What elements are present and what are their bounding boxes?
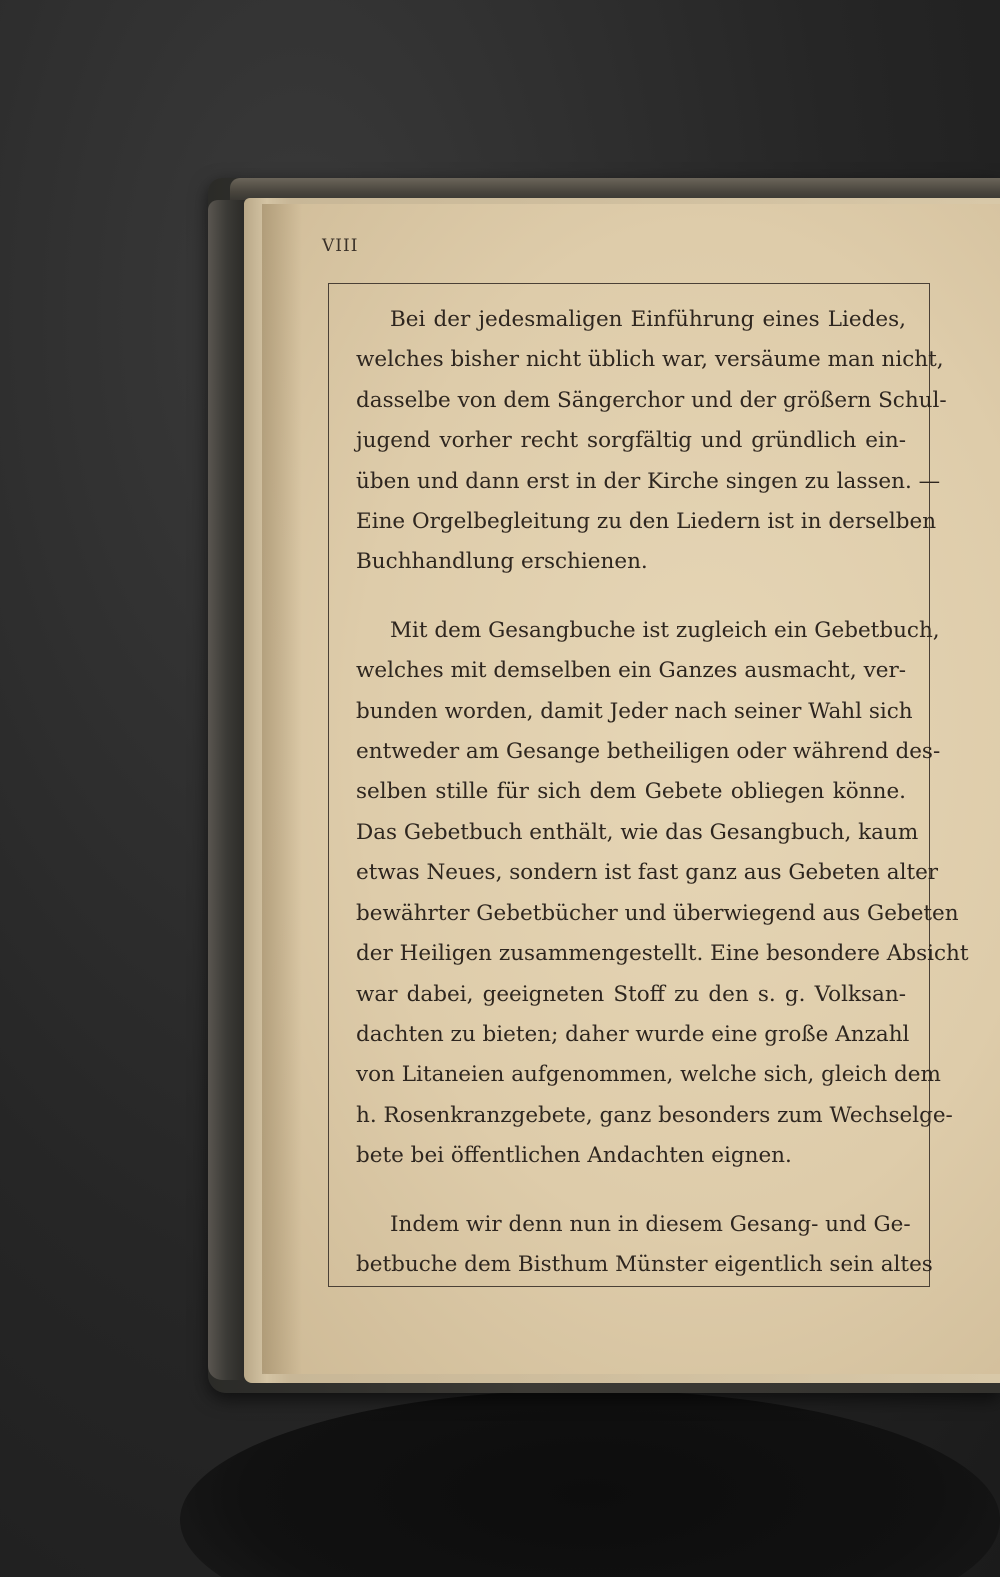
paragraph-3 bbox=[356, 1205, 933, 1286]
gutter-shade bbox=[262, 204, 302, 1374]
page-number: VIII bbox=[322, 236, 359, 256]
text-line: Mit dem Gesangbuche ist zugleich ein Gebetbuch, bbox=[390, 617, 940, 643]
page-text bbox=[356, 300, 969, 1285]
paragraph-1 bbox=[356, 300, 947, 583]
text-line: entweder am Gesange betheiligen oder während des- bbox=[356, 739, 941, 765]
text-line: betbuche dem Bisthum Münster eigentlich sein altes bbox=[356, 1251, 933, 1277]
text-line: welches bisher nicht üblich war, versäume man nicht, bbox=[356, 347, 944, 373]
cover-top-edge bbox=[230, 178, 1000, 200]
text-line: Buchhandlung erschienen. bbox=[356, 549, 648, 575]
text-line: bunden worden, damit Jeder nach seiner Wahl sich bbox=[356, 698, 913, 724]
text-line: der Heiligen zusammengestellt. Eine besondere Absicht bbox=[356, 941, 969, 967]
text-line: Indem wir denn nun in diesem Gesang- und Ge- bbox=[390, 1211, 911, 1237]
text-line: war dabei, geeigneten Stoff zu den s. g. Volksan- bbox=[356, 981, 906, 1007]
text-line: Bei der jedesmaligen Einführung eines Liedes, bbox=[390, 307, 906, 332]
cover-spine-edge bbox=[208, 200, 246, 1380]
text-line: dasselbe von dem Sängerchor und der größern Schul- bbox=[356, 387, 947, 413]
text-line: welches mit demselben ein Ganzes ausmacht, ver- bbox=[356, 658, 906, 684]
text-line: h. Rosenkranzgebete, ganz besonders zum Wechselge- bbox=[356, 1102, 953, 1128]
text-line: von Litaneien aufgenommen, welche sich, gleich dem bbox=[356, 1062, 941, 1088]
text-line: etwas Neues, sondern ist fast ganz aus Gebeten alter bbox=[356, 860, 939, 886]
text-line: bewährter Gebetbücher und überwiegend aus Gebeten bbox=[356, 900, 959, 926]
text-line: Das Gebetbuch enthält, wie das Gesangbuch, kaum bbox=[356, 819, 919, 845]
text-line: selben stille für sich dem Gebete obliegen könne. bbox=[356, 779, 906, 805]
text-line: dachten zu bieten; daher wurde eine große Anzahl bbox=[356, 1021, 910, 1047]
text-line: üben und dann erst in der Kirche singen zu lassen. — bbox=[356, 468, 941, 494]
text-line: bete bei öffentlichen Andachten eignen. bbox=[356, 1143, 792, 1169]
text-line: Eine Orgelbegleitung zu den Liedern ist in derselben bbox=[356, 509, 937, 535]
text-line: jugend vorher recht sorgfältig und gründlich ein- bbox=[356, 428, 906, 454]
paragraph-2 bbox=[356, 611, 969, 1177]
